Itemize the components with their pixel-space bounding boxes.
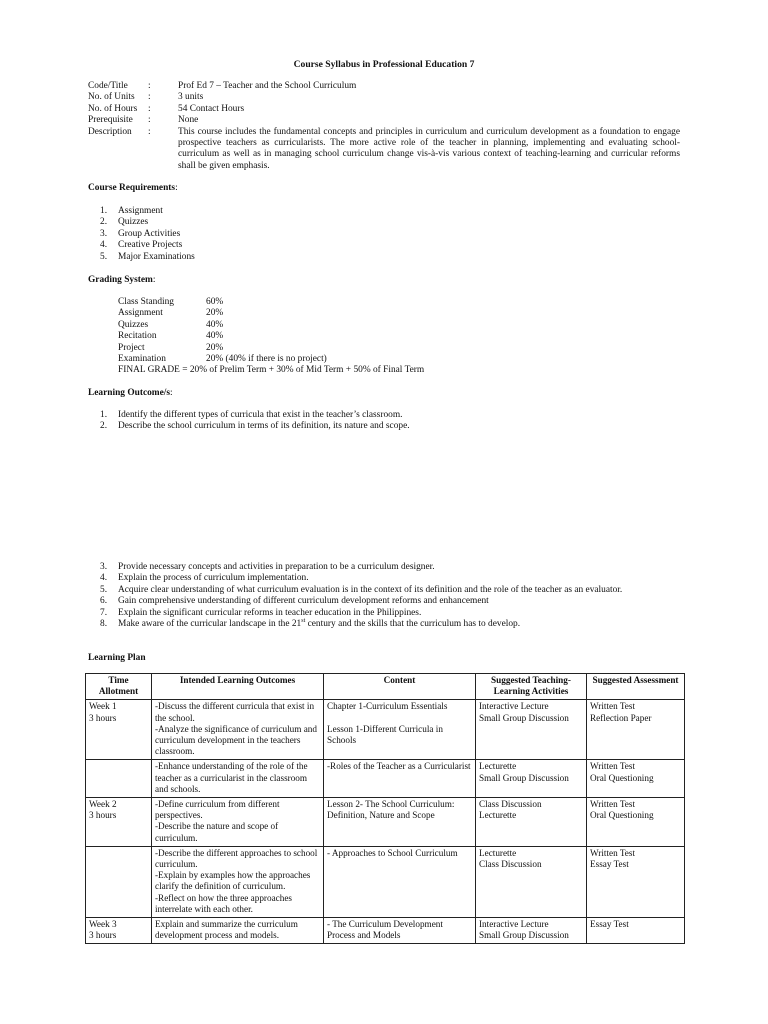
outcomes-cell [152, 760, 324, 798]
list-item: 4. Explain the process of curriculum implementation. [100, 573, 309, 584]
grade-label: Quizzes [118, 319, 149, 330]
meta-key: Code/Title [88, 81, 128, 91]
cell-line: Week 2 [89, 799, 117, 810]
grade-row [118, 320, 678, 331]
assessment-cell [587, 798, 685, 847]
cell-line: Week 1 [89, 701, 117, 712]
learning-plan-heading: Learning Plan [88, 653, 146, 663]
meta-colon: : [148, 126, 151, 137]
list-item-text: Major Examinations [118, 251, 195, 262]
course-requirements-heading: Course Requirements: [88, 183, 178, 193]
course-info [88, 81, 680, 172]
document-title: Course Syllabus in Professional Education 7 [293, 59, 475, 70]
table-header-row [86, 674, 685, 700]
list-item: 2. Quizzes [100, 217, 149, 228]
cell-line: Written Test [590, 847, 635, 858]
superscript: st [301, 617, 306, 624]
list-item-text: Quizzes [118, 217, 149, 228]
list-item-text: Provide necessary concepts and activities in preparation to be a curriculum designer. [118, 562, 435, 572]
meta-colon: : [148, 103, 151, 114]
grade-value: 20% [206, 342, 224, 353]
final-grade-formula: FINAL GRADE = 20% of Prelim Term + 30% of Mid Term + 50% of Final Term [118, 365, 425, 376]
cell-line: Class Discussion [479, 859, 542, 870]
cell-line: Lecturette [479, 810, 517, 821]
table-row [86, 798, 685, 847]
cell-line: Week 3 [89, 919, 117, 930]
table-row [86, 760, 685, 798]
cell-line: Lecturette [479, 847, 517, 858]
list-item: 7. Explain the significant curricular reforms in teacher education in the Philippines. [100, 607, 422, 618]
meta-value: 3 units [178, 92, 204, 103]
list-item-text: Acquire clear understanding of what curriculum evaluation is in the context of its definition and the role of the teacher as an evaluator. [118, 584, 623, 595]
list-item-text: Gain comprehensive understanding of different curriculum development reforms and enhancement [118, 596, 489, 607]
cell-line: - The Curriculum Development Process and Models [327, 919, 443, 941]
outcomes-cell [152, 846, 324, 917]
cell-line: Essay Test [590, 919, 629, 930]
text-part: century and the skills that the curriculum has to develop. [305, 619, 521, 630]
meta-row-hours [88, 104, 680, 115]
list-item: 5. Major Examinations [100, 251, 195, 262]
meta-colon: : [148, 92, 151, 103]
grade-value: 20% [206, 308, 224, 319]
content-cell [324, 798, 476, 847]
grade-row [118, 343, 678, 354]
learning-outcomes-heading: Learning Outcome/s: [88, 388, 173, 398]
content-cell [324, 846, 476, 917]
meta-value: This course includes the fundamental concepts and principles in curriculum and curriculum development as a foundation to engage prospective teachers as curricularists. The more active role of the teacher in planning, implementing and evaluating school-curriculum as well as in managing school curriculum change vis-à-vis various context of teaching-learning and curricular reforms shall be given emphasis. [178, 126, 680, 171]
cell-line: Interactive Lecture [479, 701, 549, 712]
content-cell [324, 918, 476, 944]
meta-colon: : [148, 115, 151, 126]
course-requirements-list [100, 206, 680, 263]
grade-label: Project [118, 342, 145, 353]
list-item: 3. Group Activities [100, 228, 181, 239]
cell-line: Small Group Discussion [479, 772, 569, 783]
cell-line: Oral Questioning [590, 810, 654, 821]
cell-line: Reflection Paper [590, 712, 652, 723]
cell-line: 3 hours [89, 712, 117, 723]
table-row [86, 700, 685, 760]
list-item-text [118, 619, 520, 630]
column-header: Suggested Assessment [587, 674, 685, 700]
cell-line: -Reflect on how the three approaches interrelate with each other. [155, 892, 292, 914]
time-allotment-cell [86, 798, 152, 847]
grade-label: Assignment [118, 308, 163, 319]
grade-label: Class Standing [118, 297, 174, 307]
grade-value: 20% (40% if there is no project) [206, 354, 327, 365]
table-row [86, 918, 685, 944]
meta-row-description [88, 127, 680, 173]
time-allotment-cell [86, 846, 152, 917]
grade-value: 40% [206, 319, 224, 330]
cell-line: -Define curriculum from different perspectives. [155, 799, 280, 821]
column-header: Intended Learning Outcomes [152, 674, 324, 700]
grade-value: 40% [206, 331, 224, 342]
heading-text: Learning Outcome/s [88, 388, 171, 398]
list-item-text: Identify the different types of curricula that exist in the teacher’s classroom. [118, 410, 403, 420]
cell-line: -Describe the nature and scope of curriculum. [155, 821, 279, 843]
list-item: 4. Creative Projects [100, 240, 183, 251]
grade-row [118, 308, 678, 319]
activities-cell [476, 798, 587, 847]
list-item: 1. Assignment [100, 206, 163, 216]
meta-row-units [88, 92, 680, 103]
cell-line [327, 713, 472, 724]
list-item-text: Explain the process of curriculum implementation. [118, 573, 309, 584]
grading-system-heading: Grading System: [88, 275, 156, 285]
cell-line: - Approaches to School Curriculum [327, 847, 458, 858]
meta-value: Prof Ed 7 – Teacher and the School Curriculum [178, 81, 357, 91]
cell-line: Lesson 1-Different Curricula in Schools [327, 723, 443, 745]
meta-key: Description [88, 126, 132, 137]
assessment-cell [587, 846, 685, 917]
cell-line: Written Test [590, 799, 635, 810]
cell-line: Written Test [590, 701, 635, 712]
assessment-cell [587, 700, 685, 760]
list-item-text: Creative Projects [118, 240, 183, 251]
activities-cell [476, 846, 587, 917]
cell-line: Lesson 2- The School Curriculum: Definition, Nature and Scope [327, 799, 455, 821]
meta-key: Prerequisite [88, 115, 133, 126]
meta-row-code [88, 81, 680, 92]
meta-colon: : [148, 81, 151, 91]
cell-line: Small Group Discussion [479, 930, 569, 941]
activities-cell [476, 918, 587, 944]
assessment-cell [587, 760, 685, 798]
cell-line: 3 hours [89, 810, 117, 821]
meta-value: 54 Contact Hours [178, 103, 245, 114]
cell-line: Chapter 1-Curriculum Essentials [327, 701, 448, 712]
cell-line: Essay Test [590, 859, 629, 870]
content-cell [324, 760, 476, 798]
list-item: 5. Acquire clear understanding of what curriculum evaluation is in the context of its definition and the role of the teacher as an evaluator. [100, 584, 623, 595]
cell-line: -Analyze the significance of curriculum and curriculum development in the teachers classroom. [155, 723, 317, 757]
grading-table [118, 297, 678, 377]
meta-row-prerequisite [88, 115, 680, 126]
grade-row [118, 331, 678, 342]
outcomes-cell [152, 798, 324, 847]
content-cell [324, 700, 476, 760]
grade-row [118, 297, 678, 308]
list-item-text: Group Activities [118, 228, 181, 239]
meta-value: None [178, 115, 199, 126]
list-item: 3. Provide necessary concepts and activities in preparation to be a curriculum designer. [100, 562, 435, 572]
time-allotment-cell [86, 760, 152, 798]
column-header: Suggested Teaching-Learning Activities [476, 674, 587, 700]
list-item: 8. Make aware of the curricular landscape in the 21st century and the skills that the curriculum has to develop. [100, 617, 521, 630]
cell-line: Small Group Discussion [479, 712, 569, 723]
text-part: Make aware of the curricular landscape in the 21 [118, 619, 302, 630]
table-row [86, 846, 685, 917]
assessment-cell [587, 918, 685, 944]
meta-key: No. of Units [88, 92, 135, 103]
heading-text: Course Requirements [88, 183, 176, 193]
cell-line: Oral Questioning [590, 772, 654, 783]
learning-outcomes-list-a [100, 410, 680, 433]
meta-key: No. of Hours [88, 103, 138, 114]
cell-line: Lecturette [479, 761, 517, 772]
list-item: 6. Gain comprehensive understanding of different curriculum development reforms and enhancement [100, 596, 489, 607]
cell-line: Written Test [590, 761, 635, 772]
cell-line: Interactive Lecture [479, 919, 549, 930]
list-item-text: Explain the significant curricular reforms in teacher education in the Philippines. [118, 607, 422, 618]
heading-text: Grading System [88, 275, 153, 285]
grade-row [118, 354, 678, 365]
column-header: Time Allotment [86, 674, 152, 700]
cell-line: -Describe the different approaches to school curriculum. [155, 847, 318, 870]
activities-cell [476, 760, 587, 798]
cell-line: -Enhance understanding of the role of the teacher as a curricularist in the classroom and schools. [155, 761, 308, 794]
cell-line: Explain and summarize the curriculum development process and models. [155, 919, 298, 941]
outcomes-cell [152, 700, 324, 760]
learning-outcomes-list-b [100, 562, 680, 630]
grade-label: Examination [118, 354, 166, 365]
learning-plan-table [85, 673, 685, 944]
column-header: Content [324, 674, 476, 700]
time-allotment-cell [86, 700, 152, 760]
list-item-text: Assignment [118, 206, 163, 216]
grade-value: 60% [206, 297, 224, 307]
list-item: 1. Identify the different types of curricula that exist in the teacher’s classroom. [100, 410, 403, 420]
cell-line: -Explain by examples how the approaches clarify the definition of curriculum. [155, 870, 311, 892]
cell-line: -Roles of the Teacher as a Curricularist [327, 761, 471, 772]
activities-cell [476, 700, 587, 760]
time-allotment-cell [86, 918, 152, 944]
cell-line: -Discuss the different curricula that exist in the school. [155, 701, 315, 723]
list-item: 2. Describe the school curriculum in terms of its definition, its nature and scope. [100, 421, 410, 432]
cell-line: Class Discussion [479, 799, 542, 810]
list-item-text: Describe the school curriculum in terms of its definition, its nature and scope. [118, 421, 410, 432]
outcomes-cell [152, 918, 324, 944]
grade-label: Recitation [118, 331, 157, 342]
cell-line: 3 hours [89, 930, 117, 941]
